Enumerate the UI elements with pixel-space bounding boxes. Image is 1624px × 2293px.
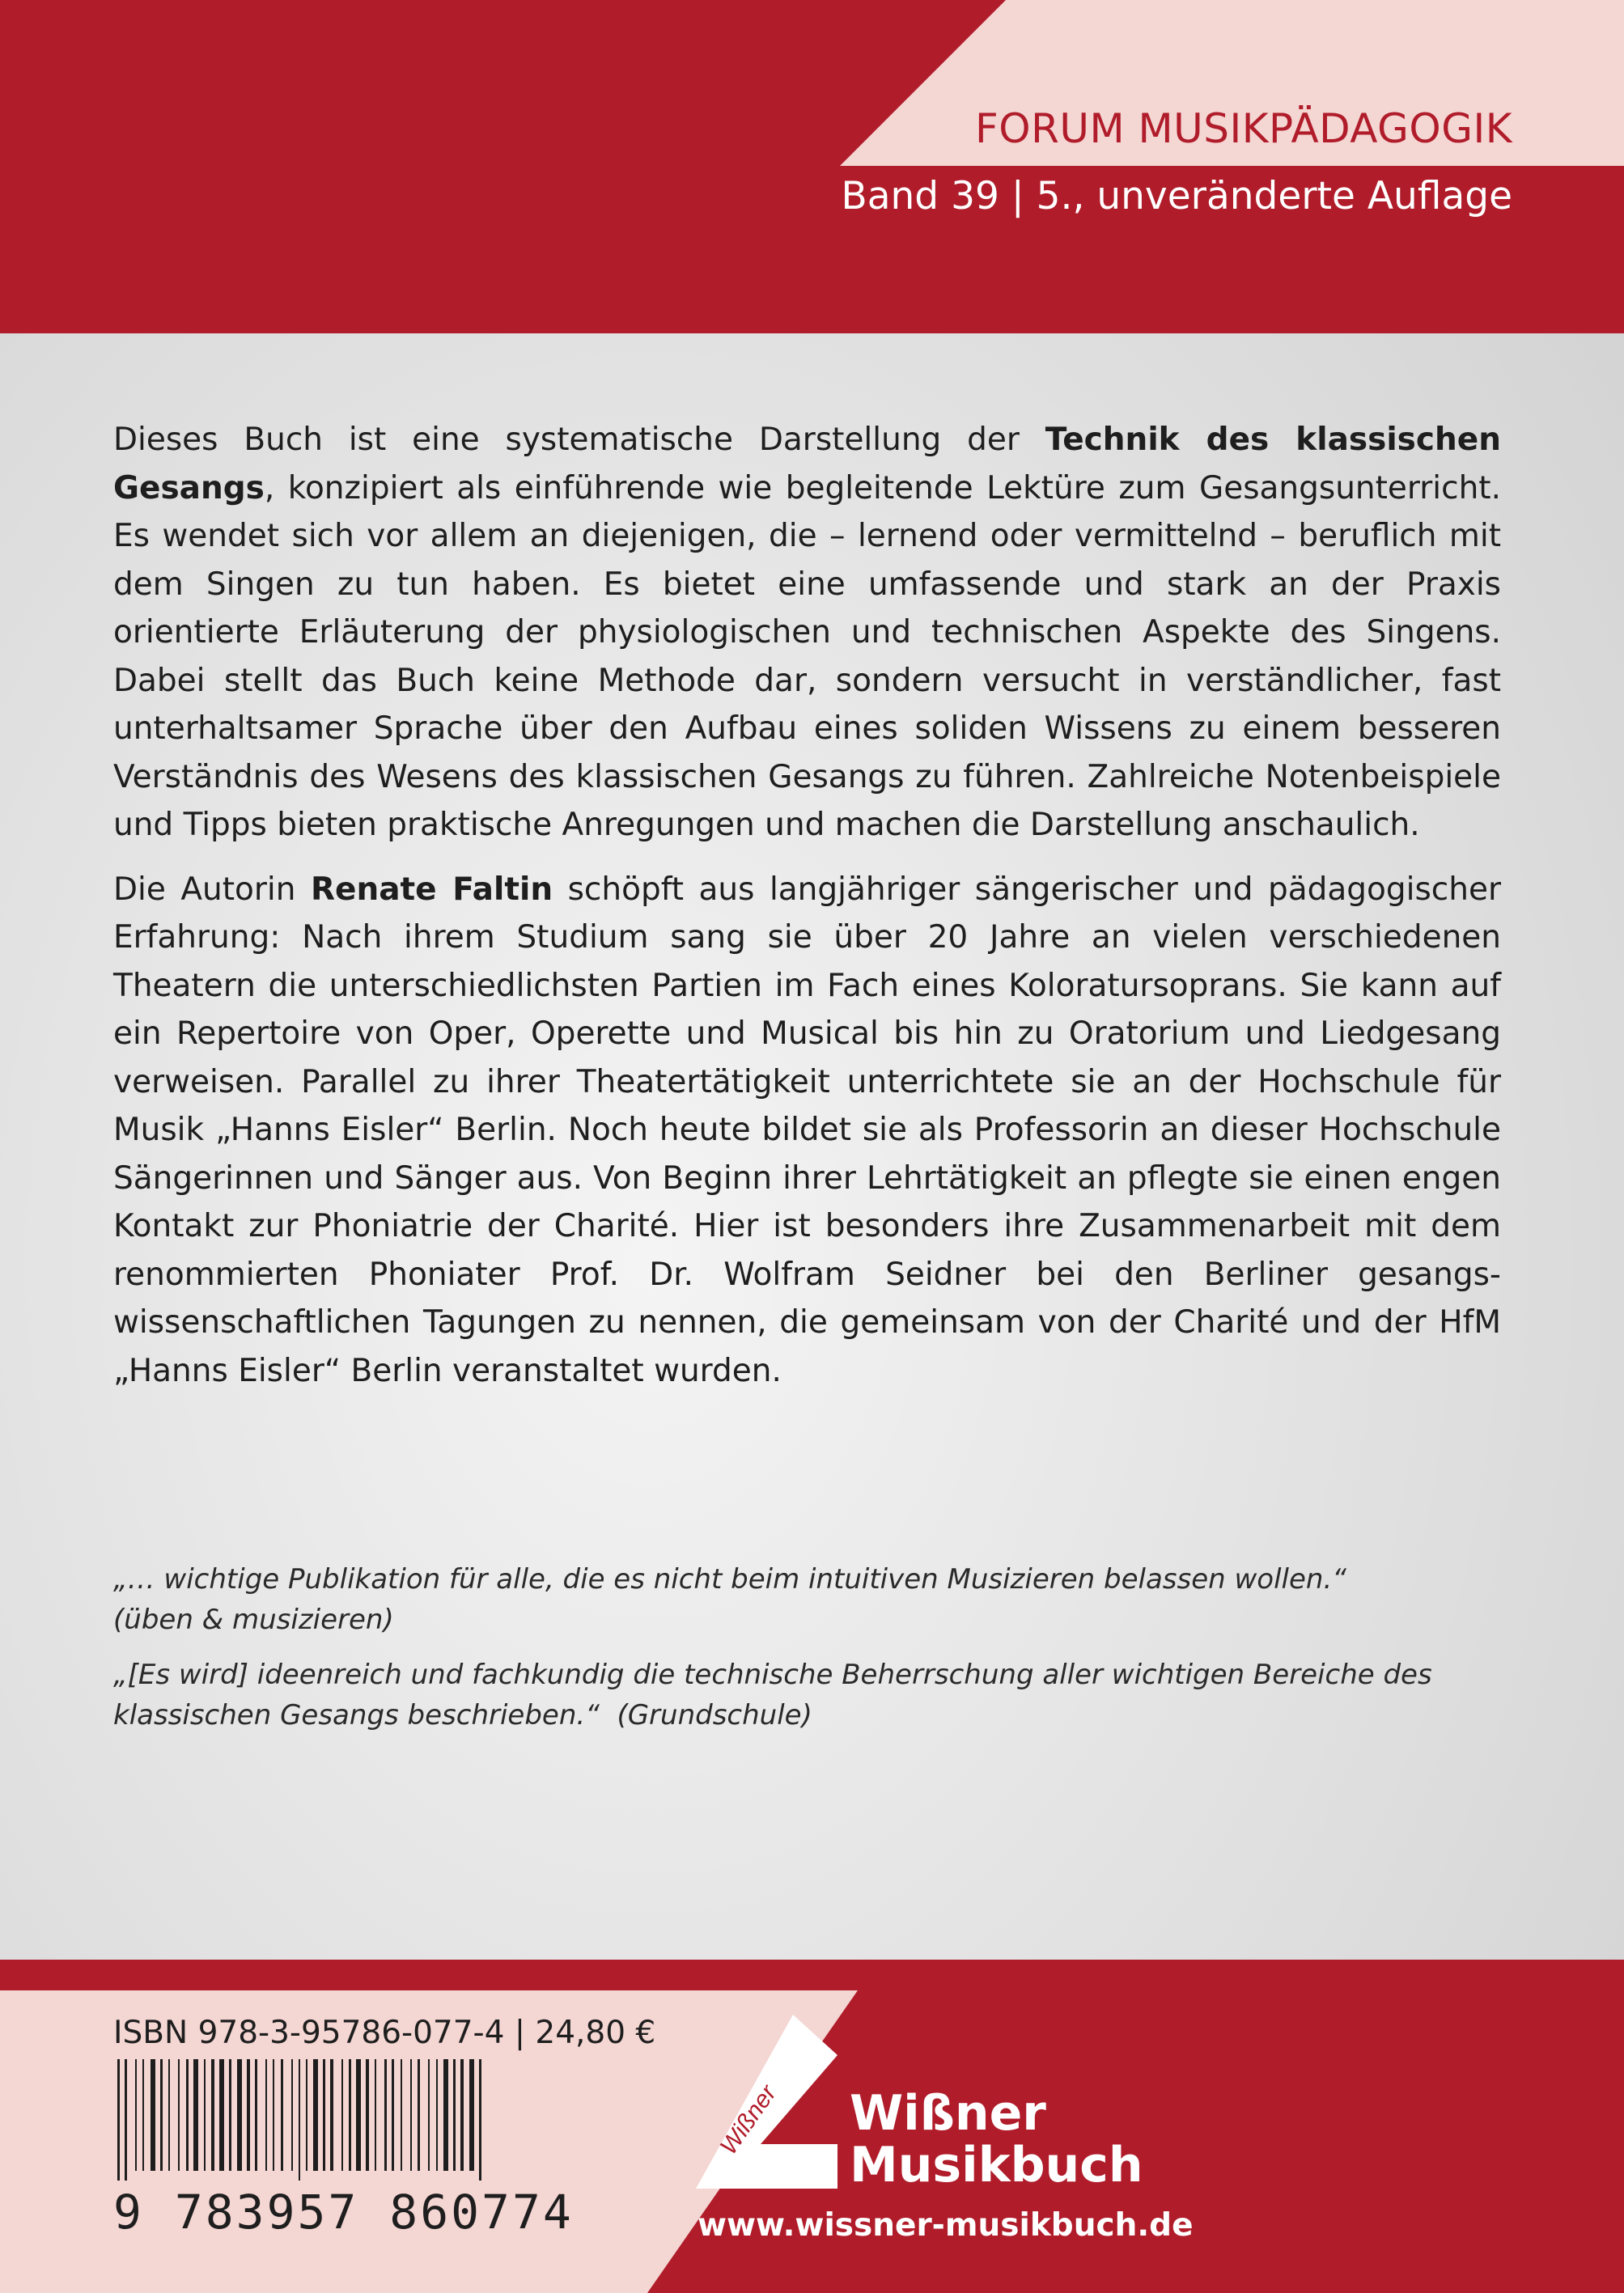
volume-edition: Band 39 | 5., unveränderte Auflage	[841, 174, 1512, 218]
barcode-bar	[142, 2059, 144, 2171]
barcode-bar	[135, 2059, 137, 2171]
barcode-bar	[299, 2059, 300, 2181]
barcode-bar	[428, 2059, 430, 2171]
barcode-bar	[418, 2059, 420, 2171]
barcode-bar	[204, 2059, 206, 2171]
quote-source: (üben & musizieren)	[113, 1604, 394, 1636]
publisher-website[interactable]: www.wissner-musikbuch.de	[698, 2207, 1194, 2244]
barcode-bar	[186, 2059, 189, 2171]
blurb	[113, 416, 1501, 1411]
barcode-bar	[323, 2059, 325, 2171]
barcode-bar	[469, 2059, 474, 2171]
barcode-bar	[375, 2059, 376, 2171]
barcode-bar	[436, 2059, 438, 2171]
barcode-bar	[193, 2059, 198, 2171]
barcode-bar	[460, 2059, 464, 2171]
barcode-digits: 9 783957 860774	[113, 2185, 574, 2240]
barcode-bar	[349, 2059, 351, 2171]
barcode-bar	[453, 2059, 456, 2171]
barcode-bar	[255, 2059, 257, 2171]
author-name: Renate Faltin	[310, 871, 553, 908]
barcode-bar	[168, 2059, 170, 2171]
publisher-name: Wißner Musikbuch	[850, 2085, 1143, 2193]
isbn-price: ISBN 978-3-95786-077-4 | 24,80 €	[113, 2015, 656, 2051]
barcode-bar	[160, 2059, 163, 2171]
svg-text:Wißner: Wißner	[714, 2080, 782, 2160]
review-quote-2: „[Es wird] ideenreich und fachkundig die technische Beherrschung aller wichtigen Bereiche des klassischen Gesangs beschrieben.“ (Grundschule)	[113, 1659, 1432, 1731]
barcode-bar	[384, 2059, 387, 2171]
header-decoration	[0, 0, 1624, 333]
barcode-bar	[392, 2059, 394, 2171]
barcode-bar	[117, 2059, 120, 2181]
barcode-bar	[247, 2059, 250, 2171]
barcode-bar	[281, 2059, 283, 2171]
barcode	[117, 2059, 490, 2181]
barcode-bar	[219, 2059, 224, 2171]
barcode-bar	[330, 2059, 333, 2171]
review-quotes	[113, 1559, 1501, 1750]
barcode-bar	[479, 2059, 481, 2181]
barcode-bar	[265, 2059, 267, 2171]
barcode-bar	[291, 2059, 293, 2171]
barcode-bar	[151, 2059, 155, 2171]
barcode-bar	[410, 2059, 412, 2171]
barcode-bar	[443, 2059, 448, 2171]
barcode-bar	[356, 2059, 361, 2171]
barcode-bar	[211, 2059, 214, 2171]
barcode-bar	[237, 2059, 242, 2171]
barcode-bar	[341, 2059, 343, 2171]
publisher-logo-icon	[696, 2015, 842, 2209]
review-quote-1: „… wichtige Publikation für alle, die es nicht beim intuitiven Musizieren belassen wollen.“ (üben & musizieren)	[113, 1563, 1346, 1636]
book-topic: Technik des klassischen Gesangs	[113, 422, 1501, 506]
header-band	[0, 0, 1624, 333]
barcode-bar	[366, 2059, 369, 2171]
barcode-bar	[125, 2059, 127, 2181]
barcode-bar	[229, 2059, 231, 2171]
barcode-bar	[306, 2059, 307, 2171]
barcode-bar	[313, 2059, 318, 2171]
blurb-paragraph-1: Dieses Buch ist eine systematische Darstellung der Technik des klassischen Gesangs, konzipiert als einführende wie begleitende Lektüre zum Gesangsunterricht. Es wendet sich vor allem an diejenigen, die – lernend oder vermittelnd – beruflich mit dem Singen zu tun haben. Es bietet eine umfassende und stark an der Praxis orientierte Erläuterung der physiologischen und technischen Aspekte des Singens. Dabei stellt das Buch keine Methode dar, sondern versucht in verständlicher, fast unterhaltsamer Sprache über den Aufbau eines soliden Wissens zu einem besseren Verständnis des Wesens des klassischen Gesangs zu führen. Zahlreiche Notenbeispiele und Tipps bieten praktische Anregungen und machen die Darstellung anschaulich.	[113, 422, 1501, 843]
barcode-bar	[401, 2059, 402, 2171]
series-title: FORUM MUSIKPÄDAGOGIK	[975, 105, 1512, 152]
blurb-paragraph-2: Die Autorin Renate Faltin schöpft aus langjähriger sängerischer und pädagogischer Erfahrung: Nach ihrem Studium sang sie über 20 Jahre an vielen verschiedenen Theatern die unterschiedlichsten Partien im Fach eines Koloratursoprans. Sie kann auf ein Repertoire von Oper, Operette und Musical bis hin zu Oratorium und Liedgesang verweisen. Parallel zu ihrer Theatertätigkeit unterrichtete sie an der Hochschule für Musik „Hanns Eisler“ Berlin. Noch heute bildet sie als Professorin an dieser Hochschule Sängerinnen und Sänger aus. Von Beginn ihrer Lehrtätigkeit an pflegte sie einen engen Kontakt zur Phoniatrie der Charité. Hier ist besonders ihre Zusammenarbeit mit dem renommierten Phoniater Prof. Dr. Wolfram Seidner bei den Berliner gesangswissenschaftlichen Tagungen zu nennen, die gemeinsam von der Charité und der HfM „Hanns Eisler“ Berlin veranstaltet wurden.	[113, 871, 1501, 1389]
barcode-bar	[178, 2059, 180, 2171]
barcode-bar	[273, 2059, 274, 2171]
quote-source: (Grundschule)	[617, 1699, 812, 1731]
